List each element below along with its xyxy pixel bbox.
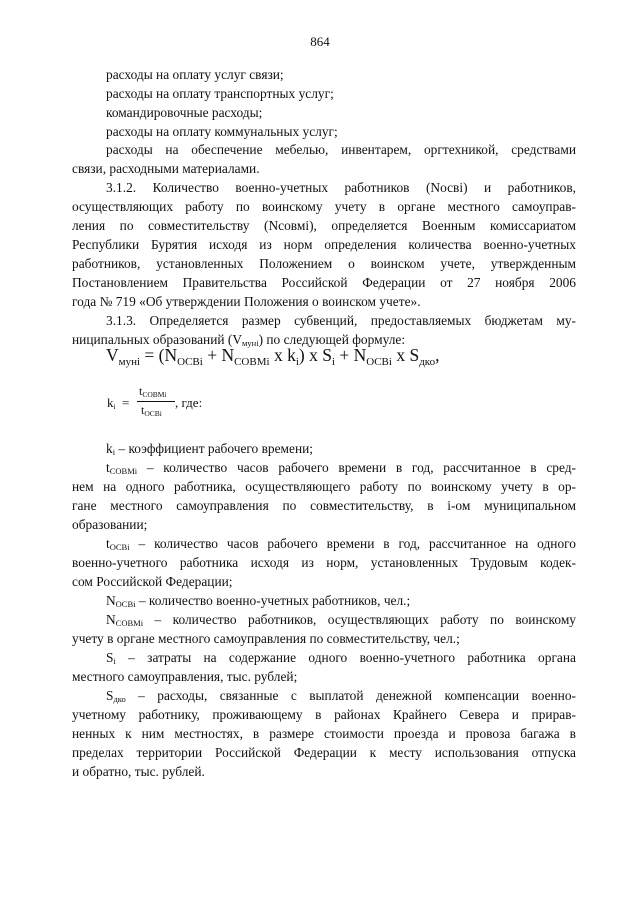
text-line: расходы на оплату коммунальных услуг; bbox=[106, 124, 338, 139]
text-line: осуществляющих работу по воинскому учету в органе местного самоуправ- bbox=[72, 199, 576, 214]
text-line: военно-учетного работника исходя из норм, установленных Трудовым кодек- bbox=[72, 555, 576, 570]
fraction-denominator: $t_{OCBi}$ bbox=[141, 403, 162, 418]
text-line: ненных к ним местностях, в размере стоимости проезда и провоза багажа в bbox=[72, 726, 576, 741]
text-line: Республики Бурятия исходя из норм определения количества военно-учетных bbox=[72, 237, 576, 252]
definition-ncobm: $N_{COBMi}$ – количество работников, осуществляющих работу по воинскому bbox=[106, 612, 576, 628]
fraction-bar bbox=[137, 401, 175, 402]
text-line: года № 719 «Об утверждении Положения о воинском учете». bbox=[72, 294, 421, 309]
text-line: расходы на оплату услуг связи; bbox=[106, 67, 284, 82]
text-line: местного самоуправления, тыс. рублей; bbox=[72, 669, 298, 684]
text-line: Постановлением Правительства Российской Федерации от 27 ноября 2006 bbox=[72, 275, 576, 290]
definition-tcobm: $t_{COBMi}$ – количество часов рабочего времени в год, рассчитанное в сред- bbox=[106, 460, 576, 476]
page-number: 864 bbox=[310, 34, 330, 49]
text-line: 3.1.2. Количество военно-учетных работников (Nосві) и работников, bbox=[106, 180, 576, 195]
text-line: ниципальных образований $(V_{муні})$ по следующей формуле: bbox=[72, 332, 406, 348]
text-line: расходы на оплату транспортных услуг; bbox=[106, 86, 334, 101]
text-line: 3.1.3. Определяется размер субвенций, предоставляемых бюджетам му- bbox=[106, 313, 576, 328]
text-line: связи, расходными материалами. bbox=[72, 161, 260, 176]
text-line: сом Российской Федерации; bbox=[72, 574, 233, 589]
text-line: пределах территории Российской Федерации к месту использования отпуска bbox=[72, 745, 576, 760]
definition-tocb: $t_{OCBi}$ – количество часов рабочего времени в год, рассчитанное на одного bbox=[106, 536, 576, 552]
subvention-formula: $V_{муні} = (N_{OCBi} + N_{COBMi}$ x $k_i$) x $S_i + N_{OCBi}$ x $S_{дко}$, bbox=[106, 345, 440, 368]
text-line: нем на одного работника, осуществляющего работу по воинскому учету в ор- bbox=[72, 479, 576, 494]
definition-nocb: $N_{OCBi}$ – количество военно-учетных работников, чел.; bbox=[106, 593, 411, 609]
ki-symbol: $k_i$ bbox=[107, 395, 116, 411]
definition-ki: $k_i$ – коэффициент рабочего времени; bbox=[106, 441, 314, 457]
text-line: и обратно, тыс. рублей. bbox=[72, 764, 205, 779]
text-line: командировочные расходы; bbox=[106, 105, 263, 120]
where-label: , где: bbox=[175, 395, 203, 410]
text-line: расходы на обеспечение мебелью, инвентарем, оргтехникой, средствами bbox=[106, 142, 576, 157]
text-line: учету в органе местного самоуправления по совместительству, чел.; bbox=[72, 631, 460, 646]
ki-formula bbox=[107, 384, 267, 424]
equals-sign: = bbox=[122, 395, 130, 410]
fraction-numerator: $t_{COBMi}$ bbox=[139, 384, 167, 399]
text-line: ления по совместительству (Nсовмі), определяется Военным комиссариатом bbox=[72, 218, 576, 233]
definition-sdko: $S_{дко}$ – расходы, связанные с выплатой денежной компенсации военно- bbox=[106, 688, 576, 704]
text-line: работников, установленных Положением о воинском учете, утвержденным bbox=[72, 256, 576, 271]
text-line: образовании; bbox=[72, 517, 148, 532]
text-line: учетному работнику, проживающему в районах Крайнего Севера и прирав- bbox=[72, 707, 576, 722]
definition-si: $S_i$ – затраты на содержание одного военно-учетного работника органа bbox=[106, 650, 576, 666]
text-line: гане местного самоуправления по совместительству, в і-ом муниципальном bbox=[72, 498, 576, 513]
